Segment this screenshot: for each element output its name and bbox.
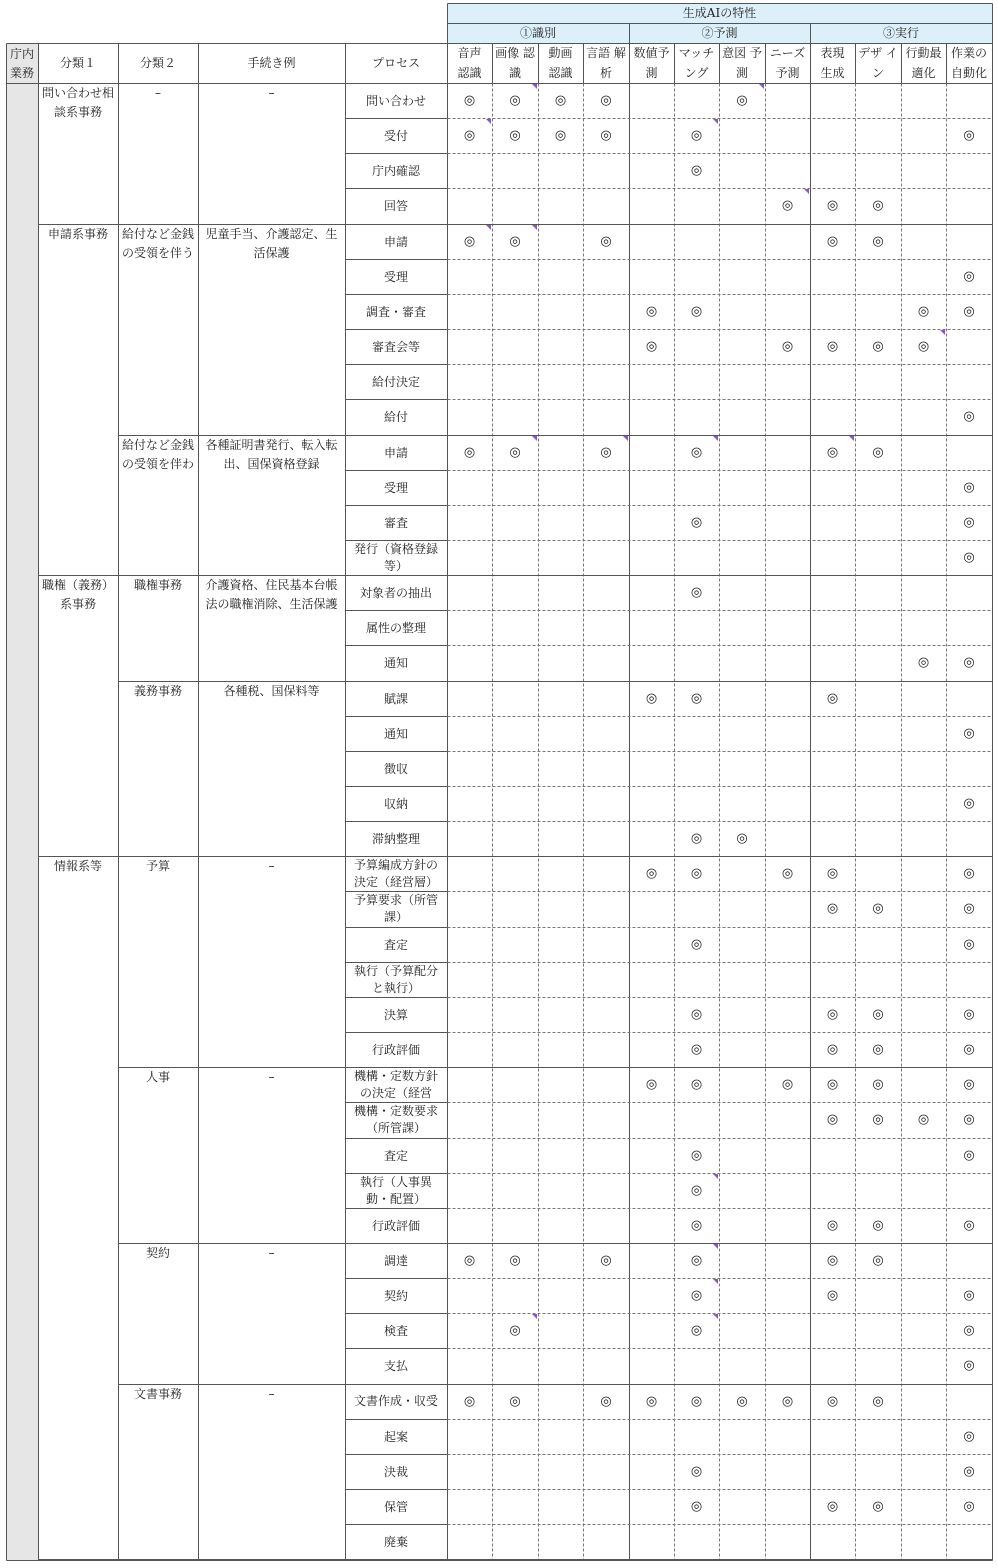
applicability-mark: ◎: [826, 1217, 839, 1233]
applicability-mark: ◎: [645, 1393, 658, 1409]
category2-label: 人事: [145, 1070, 170, 1084]
process-label: 文書作成・収受: [353, 1394, 438, 1408]
process-label: 調達: [383, 1253, 408, 1268]
comment-flag-icon: [486, 119, 491, 124]
applicability-mark: ◎: [690, 127, 703, 143]
applicability-mark: ◎: [826, 1006, 839, 1022]
applicability-mark: ◎: [690, 303, 703, 319]
process-label: 対象者の抽出: [359, 585, 432, 600]
applicability-mark: ◎: [963, 1006, 975, 1022]
feature-column-header: マッチ ング: [678, 46, 715, 80]
process-label: 回答: [383, 199, 408, 213]
applicability-mark: ◎: [690, 690, 703, 706]
applicability-mark: ◎: [690, 1287, 703, 1303]
comment-flag-icon: [804, 189, 809, 194]
applicability-mark: ◎: [963, 1498, 975, 1514]
applicability-mark: ◎: [963, 901, 975, 916]
comment-flag-icon: [713, 1174, 718, 1179]
process-label: 通知: [383, 726, 408, 741]
applicability-mark: ◎: [826, 233, 839, 249]
process-label: 滞納整理: [371, 831, 420, 846]
feature-column-header: 数値予 測: [633, 46, 670, 80]
applicability-mark: ◎: [963, 1322, 975, 1338]
category1-label: 申請系事務: [47, 227, 108, 241]
applicability-mark: ◎: [690, 162, 703, 178]
applicability-mark: ◎: [917, 303, 930, 319]
applicability-mark: ◎: [826, 444, 839, 460]
category2-label: 文書事務: [133, 1387, 182, 1401]
comment-flag-icon: [759, 84, 764, 89]
applicability-mark: ◎: [554, 127, 567, 143]
applicability-mark: ◎: [781, 338, 794, 354]
applicability-mark: ◎: [963, 549, 975, 565]
comment-flag-icon: [532, 436, 537, 441]
process-label: 査定: [383, 1148, 408, 1163]
applicability-mark: ◎: [872, 1498, 884, 1514]
applicability-mark: ◎: [963, 409, 975, 424]
procedure-example: –: [268, 1070, 275, 1084]
group-header-predict: ②予測: [629, 23, 810, 43]
applicability-mark: ◎: [826, 1041, 839, 1057]
applicability-mark: ◎: [463, 444, 476, 460]
applicability-mark: ◎: [963, 865, 975, 881]
applicability-mark: ◎: [872, 233, 884, 249]
comment-flag-icon: [532, 225, 537, 230]
applicability-mark: ◎: [690, 1393, 703, 1409]
applicability-mark: ◎: [872, 1006, 884, 1022]
applicability-mark: ◎: [826, 690, 839, 706]
process-label: 通知: [383, 656, 408, 670]
applicability-mark: ◎: [781, 198, 794, 213]
procedure-example: 各種証明書発行、転入転出、国保資格登録: [205, 438, 338, 471]
applicability-mark: ◎: [872, 1252, 884, 1268]
applicability-mark: ◎: [509, 1322, 521, 1338]
applicability-mark: ◎: [690, 1147, 703, 1163]
applicability-mark: ◎: [600, 444, 612, 460]
applicability-mark: ◎: [600, 1252, 612, 1268]
applicability-mark: ◎: [645, 338, 658, 354]
applicability-mark: ◎: [781, 865, 794, 881]
applicability-mark: ◎: [690, 1322, 703, 1338]
applicability-mark: ◎: [645, 303, 658, 319]
applicability-mark: ◎: [872, 1041, 884, 1057]
applicability-mark: ◎: [963, 1076, 975, 1092]
feature-title: 生成AIの特性: [447, 3, 992, 23]
applicability-mark: ◎: [872, 901, 884, 916]
process-label: 賦課: [383, 691, 408, 706]
applicability-mark: ◎: [600, 1393, 612, 1409]
category1-label: 情報系等: [53, 859, 102, 873]
process-label: 機構・定数方針の決定（経営: [353, 1068, 438, 1100]
applicability-mark: ◎: [826, 1076, 839, 1092]
applicability-mark: ◎: [645, 865, 658, 881]
applicability-mark: ◎: [690, 514, 703, 530]
applicability-mark: ◎: [463, 1393, 476, 1409]
comment-flag-icon: [532, 1314, 537, 1319]
applicability-mark: ◎: [509, 233, 521, 249]
applicability-mark: ◎: [690, 936, 703, 952]
applicability-mark: ◎: [963, 1112, 975, 1127]
applicability-mark: ◎: [509, 127, 521, 143]
applicability-mark: ◎: [781, 1076, 794, 1092]
applicability-mark: ◎: [645, 1076, 658, 1092]
applicability-mark: ◎: [963, 1287, 975, 1303]
process-label: 調査・審査: [365, 304, 426, 319]
applicability-mark: ◎: [826, 338, 839, 354]
procedure-example: 児童手当、介護認定、生活保護: [205, 227, 338, 260]
applicability-mark: ◎: [600, 233, 612, 249]
process-label: 廃棄: [383, 1534, 408, 1549]
feature-column-header: 意図 予測: [722, 46, 762, 80]
process-label: 審査: [383, 515, 408, 530]
feature-column-header: 作業の 自動化: [950, 46, 987, 80]
applicability-mark: ◎: [781, 1393, 794, 1409]
process-label: 受理: [383, 269, 408, 284]
process-label: 発行（資格登録等）: [353, 541, 438, 573]
applicability-mark: ◎: [826, 1252, 839, 1268]
applicability-mark: ◎: [509, 92, 521, 108]
applicability-mark: ◎: [826, 1498, 839, 1514]
group-header-execute: ③実行: [810, 23, 992, 43]
process-label: 保管: [383, 1499, 408, 1514]
procedure-example: –: [268, 1387, 275, 1401]
applicability-mark: ◎: [645, 690, 658, 706]
group-header-identify: ①識別: [447, 23, 629, 43]
feature-column-header: 音声 認識: [457, 46, 482, 80]
applicability-mark: ◎: [872, 444, 884, 460]
comment-flag-icon: [713, 1314, 718, 1319]
category2-label: 給付など金銭の受領を伴わ: [121, 438, 194, 471]
category2-label: 契約: [145, 1246, 170, 1260]
applicability-mark: ◎: [917, 1112, 930, 1127]
process-label: 予算編成方針の決定（経営層）: [353, 857, 438, 889]
process-label: 給付: [383, 410, 408, 424]
comment-flag-icon: [486, 225, 491, 230]
applicability-mark: ◎: [963, 127, 975, 143]
applicability-mark: ◎: [690, 584, 703, 600]
category2-label: 職権事務: [133, 578, 182, 592]
header-bunrui2: 分類２: [139, 56, 176, 70]
applicability-mark: ◎: [826, 1112, 839, 1127]
feature-column-header: 表現 生成: [820, 46, 845, 80]
applicability-mark: ◎: [690, 1498, 703, 1514]
applicability-mark: ◎: [554, 92, 567, 108]
category2-label: 給付など金銭の受領を伴う: [121, 227, 194, 260]
process-label: 徴収: [383, 761, 408, 776]
process-label: 収納: [383, 796, 408, 811]
applicability-mark: ◎: [736, 1393, 748, 1409]
applicability-mark: ◎: [690, 1076, 703, 1092]
applicability-mark: ◎: [463, 1252, 476, 1268]
applicability-mark: ◎: [690, 444, 703, 460]
applicability-mark: ◎: [872, 1217, 884, 1233]
process-label: 検査: [383, 1323, 408, 1338]
applicability-mark: ◎: [872, 1076, 884, 1092]
applicability-mark: ◎: [963, 655, 975, 670]
feature-column-header: デザ イン: [858, 46, 898, 80]
comment-flag-icon: [713, 119, 718, 124]
applicability-mark: ◎: [463, 233, 476, 249]
process-label: 機構・定数要求（所管課）: [353, 1104, 438, 1135]
process-label: 支払: [383, 1359, 408, 1373]
applicability-mark: ◎: [872, 198, 884, 213]
process-label: 申請: [383, 234, 408, 249]
applicability-mark: ◎: [826, 198, 839, 213]
process-label: 起案: [383, 1429, 408, 1444]
applicability-mark: ◎: [690, 1252, 703, 1268]
category2-label: 予算: [145, 859, 170, 873]
feature-column-header: 言語 解析: [586, 46, 626, 80]
process-label: 執行（予算配分と執行）: [353, 963, 438, 995]
applicability-mark: ◎: [917, 338, 930, 354]
applicability-mark: ◎: [963, 479, 975, 495]
category2-label: –: [155, 86, 161, 100]
applicability-mark: ◎: [963, 936, 975, 952]
applicability-mark: ◎: [826, 1393, 839, 1409]
comment-flag-icon: [713, 1279, 718, 1284]
applicability-mark: ◎: [917, 655, 930, 670]
comment-flag-icon: [532, 84, 537, 89]
comment-flag-icon: [713, 436, 718, 441]
process-label: 給付決定: [371, 374, 420, 389]
category1-label: 問い合わせ相談系事務: [41, 86, 114, 119]
process-label: 予算要求（所管課）: [353, 893, 438, 924]
applicability-mark: ◎: [690, 865, 703, 881]
applicability-mark: ◎: [463, 127, 476, 143]
applicability-mark: ◎: [963, 268, 975, 284]
feature-column-header: 行動最 適化: [905, 46, 942, 80]
process-label: 査定: [383, 937, 408, 952]
process-label: 審査会等: [371, 339, 420, 354]
applicability-mark: ◎: [690, 1463, 703, 1479]
procedure-example: –: [268, 859, 275, 873]
comment-flag-icon: [623, 436, 628, 441]
applicability-mark: ◎: [690, 1217, 703, 1233]
applicability-mark: ◎: [509, 1252, 521, 1268]
header-bunrui1: 分類１: [59, 56, 96, 70]
process-label: 属性の整理: [365, 620, 426, 635]
applicability-mark: ◎: [509, 1393, 521, 1409]
feature-column-header: 動画 認識: [548, 46, 573, 80]
applicability-mark: ◎: [826, 1287, 839, 1303]
applicability-mark: ◎: [509, 444, 521, 460]
applicability-mark: ◎: [963, 795, 975, 811]
comment-flag-icon: [849, 436, 854, 441]
applicability-mark: ◎: [963, 1147, 975, 1163]
applicability-mark: ◎: [600, 127, 612, 143]
feature-column-header: 画像 認識: [495, 46, 535, 80]
applicability-mark: ◎: [690, 1182, 703, 1198]
applicability-mark: ◎: [600, 92, 612, 108]
category1-label: 職権（義務）系事務: [41, 578, 114, 611]
applicability-mark: ◎: [963, 725, 975, 741]
applicability-mark: ◎: [736, 830, 748, 846]
applicability-mark: ◎: [963, 1463, 975, 1479]
applicability-mark: ◎: [963, 303, 975, 319]
procedure-example: –: [268, 1246, 275, 1260]
applicability-mark: ◎: [872, 338, 884, 354]
process-label: 問い合わせ: [365, 93, 426, 108]
applicability-mark: ◎: [963, 1217, 975, 1233]
procedure-example: –: [268, 86, 275, 100]
procedure-example: 各種税、国保料等: [223, 684, 320, 698]
process-label: 行政評価: [371, 1218, 420, 1233]
applicability-mark: ◎: [963, 1358, 975, 1373]
header-process: プロセス: [371, 56, 420, 70]
process-label: 受理: [383, 480, 408, 495]
applicability-mark: ◎: [736, 92, 748, 108]
applicability-mark: ◎: [872, 1393, 884, 1409]
process-label: 申請: [383, 445, 408, 460]
applicability-mark: ◎: [963, 1428, 975, 1444]
applicability-mark: ◎: [826, 865, 839, 881]
applicability-mark: ◎: [690, 830, 703, 846]
applicability-mark: ◎: [690, 1006, 703, 1022]
process-label: 契約: [383, 1288, 408, 1303]
comment-flag-icon: [713, 1244, 718, 1249]
procedure-example: 介護資格、住民基本台帳法の職権消除、生活保護: [205, 578, 338, 611]
applicability-mark: ◎: [826, 901, 839, 916]
process-label: 執行（人事異動・配置）: [359, 1174, 432, 1206]
comment-flag-icon: [940, 330, 945, 335]
process-label: 決裁: [383, 1464, 408, 1479]
header-gyomu: 庁内業務: [6, 43, 38, 1560]
applicability-mark: ◎: [872, 1112, 884, 1127]
applicability-mark: ◎: [463, 92, 476, 108]
feature-column-header: ニーズ 予測: [769, 46, 806, 80]
process-label: 決算: [383, 1007, 408, 1022]
header-tetsuzuki: 手続き例: [247, 56, 296, 70]
process-label: 受付: [383, 128, 408, 143]
process-label: 行政評価: [371, 1042, 420, 1057]
applicability-mark: ◎: [690, 1041, 703, 1057]
process-label: 庁内確認: [371, 163, 420, 178]
category2-label: 義務事務: [133, 684, 182, 698]
applicability-mark: ◎: [963, 514, 975, 530]
applicability-mark: ◎: [963, 1041, 975, 1057]
